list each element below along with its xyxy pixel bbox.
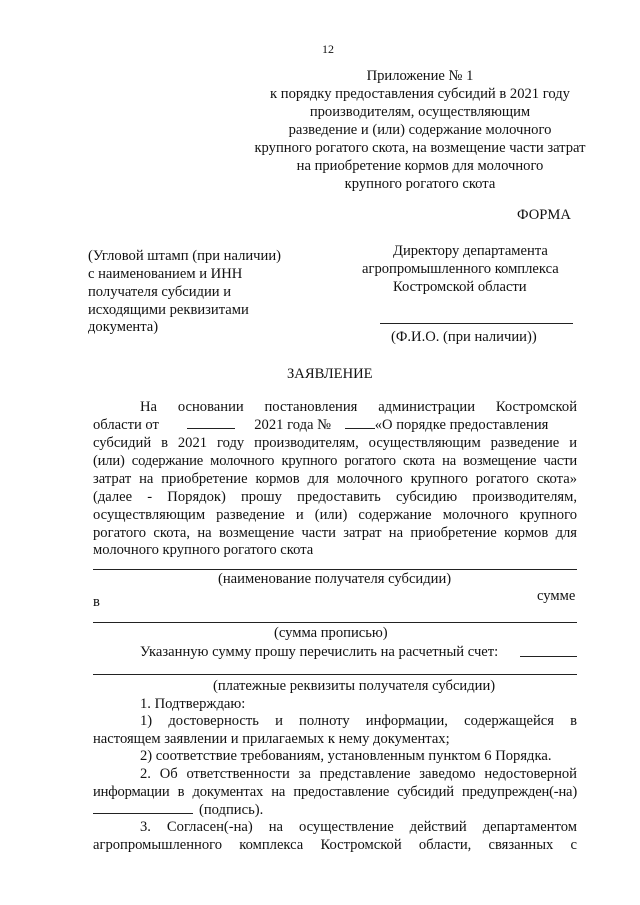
fio-caption: (Ф.И.О. (при наличии)) (391, 329, 537, 345)
appendix-line: к порядку предоставления субсидий в 2021 году (270, 86, 570, 102)
number-blank (345, 416, 375, 429)
in-word: в (93, 594, 100, 610)
confirm-item: 1) достоверность и полноту информации, содержащейся в (140, 713, 577, 729)
stamp-line: получателя субсидии и (88, 284, 232, 300)
body-line: затрат на приобретение кормов для молочного крупного рогатого скота» (93, 471, 577, 487)
recipient-caption: (наименование получателя субсидии) (218, 571, 452, 587)
account-blank (520, 656, 577, 657)
confirm-item: информации в документах на предоставление субсидий предупрежден(-на) (93, 784, 577, 800)
signature-row (93, 801, 263, 819)
body-line: субсидий в 2021 году производителям, осуществляющим разведение и (93, 435, 577, 451)
sum-words-caption: (сумма прописью) (274, 625, 388, 641)
appendix-line: крупного рогатого скота, на возмещение части затрат (254, 140, 586, 156)
signature-caption: (подпись). (199, 802, 264, 818)
body-line: На основании постановления администрации Костромской (140, 399, 577, 415)
body-text: области от (93, 417, 159, 433)
appendix-line: Приложение № 1 (366, 68, 474, 84)
sum-words-line (93, 622, 577, 623)
confirm-item: агропромышленного комплекса Костромской области, связанных с (93, 837, 577, 853)
body-line: молочного крупного рогатого скота (93, 542, 314, 558)
confirm-item: 2) соответствие требованиям, установленным пунктом 6 Порядка. (140, 748, 552, 764)
addressee-line: агропромышленного комплекса (362, 261, 559, 277)
confirm-item: 1. Подтверждаю: (140, 696, 246, 712)
body-line: (далее - Порядок) прошу предоставить субсидию производителям, (93, 489, 577, 505)
stamp-line: документа) (88, 319, 159, 335)
body-line: рогатого скота, на возмещение части затрат на приобретение кормов для (93, 525, 577, 541)
addressee-line: Костромской области (393, 279, 527, 295)
stamp-line: (Угловой штамп (при наличии) (88, 248, 281, 264)
date-blank (187, 416, 235, 429)
requisites-caption: (платежные реквизиты получателя субсидии) (213, 678, 496, 694)
page-number: 12 (322, 42, 334, 56)
body-line: осуществляющим разведение и (или) содержание молочного крупного (93, 507, 577, 523)
appendix-line: производителям, осуществляющим (309, 104, 531, 120)
confirm-item: 2. Об ответственности за представление заведомо недостоверной (140, 766, 577, 782)
stamp-line: с наименованием и ИНН (88, 266, 243, 282)
appendix-line: крупного рогатого скота (344, 176, 496, 192)
requisites-line (93, 674, 577, 675)
forma-label: ФОРМА (517, 207, 571, 223)
confirm-item: настоящем заявлении и прилагаемых к нему документах; (93, 731, 450, 747)
appendix-line: разведение и (или) содержание молочного (288, 122, 552, 138)
fio-line (380, 323, 573, 324)
transfer-text: Указанную сумму прошу перечислить на расчетный счет: (140, 644, 499, 660)
stamp-line: исходящими реквизитами (88, 302, 249, 318)
body-text: 2021 года № (254, 417, 332, 433)
body-line-2 (93, 416, 577, 434)
confirm-item: 3. Согласен(-на) на осуществление действий департаментом (140, 819, 577, 835)
body-line: (или) содержание молочного крупного рогатого скота на возмещение части (93, 453, 577, 469)
document-title: ЗАЯВЛЕНИЕ (287, 366, 373, 382)
sum-word: сумме (537, 588, 576, 604)
body-text: «О порядке предоставления (374, 417, 549, 433)
addressee-line: Директору департамента (393, 243, 548, 259)
appendix-line: на приобретение кормов для молочного (296, 158, 544, 174)
signature-blank (93, 801, 193, 814)
